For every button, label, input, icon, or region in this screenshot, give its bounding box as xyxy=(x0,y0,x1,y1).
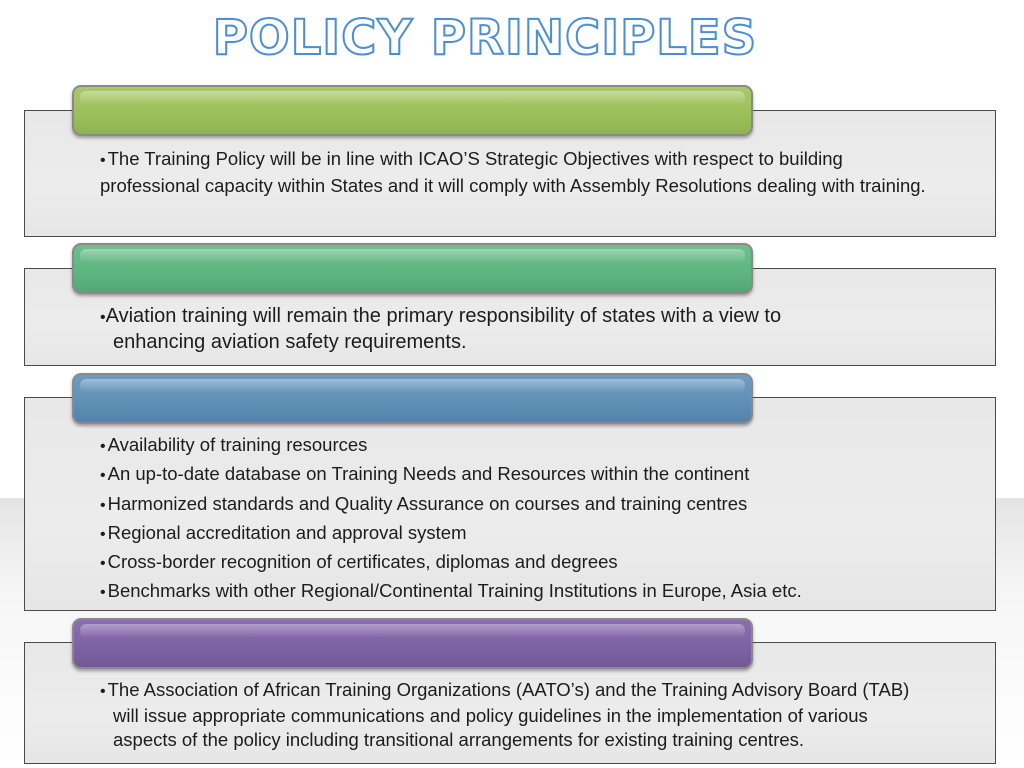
bullet-glyph: • xyxy=(100,683,106,700)
list-item xyxy=(100,519,980,548)
bullet-glyph: • xyxy=(100,309,106,326)
bullet-glyph: • xyxy=(100,584,106,602)
section-4-paragraph-text: The Association of African Training Organizations (AATO’s) and the Training Advisory Board (TAB) will issue appropriate communications and policy guidelines in the implementation of various aspects of the policy including transitional arrangements for existing training centres. xyxy=(107,679,910,750)
list-item-text: Cross-border recognition of certificates, diplomas and degrees xyxy=(107,551,618,573)
bullet-glyph: • xyxy=(100,525,106,543)
list-item xyxy=(100,490,980,519)
list-item-text: Harmonized standards and Quality Assurance on courses and training centres xyxy=(107,492,748,514)
section-1-paragraph-text: The Training Policy will be in line with ICAO’S Strategic Objectives with respect to building professional capacity within States and it will comply with Assembly Resolutions dealing with training. xyxy=(100,148,926,196)
list-item-text: Availability of training resources xyxy=(107,434,368,455)
page-title: POLICY PRINCIPLES xyxy=(212,10,758,66)
section-3-text xyxy=(100,431,980,607)
section-3-bullet-list xyxy=(100,431,980,607)
section-4-header-bar xyxy=(72,618,753,669)
list-item xyxy=(100,577,980,606)
bullet-glyph: • xyxy=(100,467,106,485)
section-2-paragraph xyxy=(100,304,860,354)
list-item-text: An up-to-date database on Training Needs and Resources within the continent xyxy=(107,463,750,485)
bullet-glyph: • xyxy=(100,496,106,514)
bullet-glyph: • xyxy=(100,438,106,455)
section-4-text xyxy=(100,678,930,752)
bullet-glyph: • xyxy=(100,555,106,573)
section-2-header-bar xyxy=(72,243,753,294)
list-item xyxy=(100,548,980,577)
section-2-text xyxy=(100,304,860,354)
section-2-paragraph-text: Aviation training will remain the primary responsibility of states with a view to enhancing aviation safety requirements. xyxy=(105,305,782,353)
list-item-text: Benchmarks with other Regional/Continental Training Institutions in Europe, Asia etc. xyxy=(107,580,802,602)
section-1-header-bar xyxy=(72,85,753,136)
section-1-text xyxy=(100,146,940,198)
list-item xyxy=(100,460,980,489)
list-item xyxy=(100,431,980,460)
section-1-paragraph xyxy=(100,146,940,198)
bullet-glyph: • xyxy=(100,152,106,169)
list-item-text: Regional accreditation and approval system xyxy=(107,521,467,543)
section-3-header-bar xyxy=(72,373,753,424)
section-4-paragraph xyxy=(100,678,930,752)
